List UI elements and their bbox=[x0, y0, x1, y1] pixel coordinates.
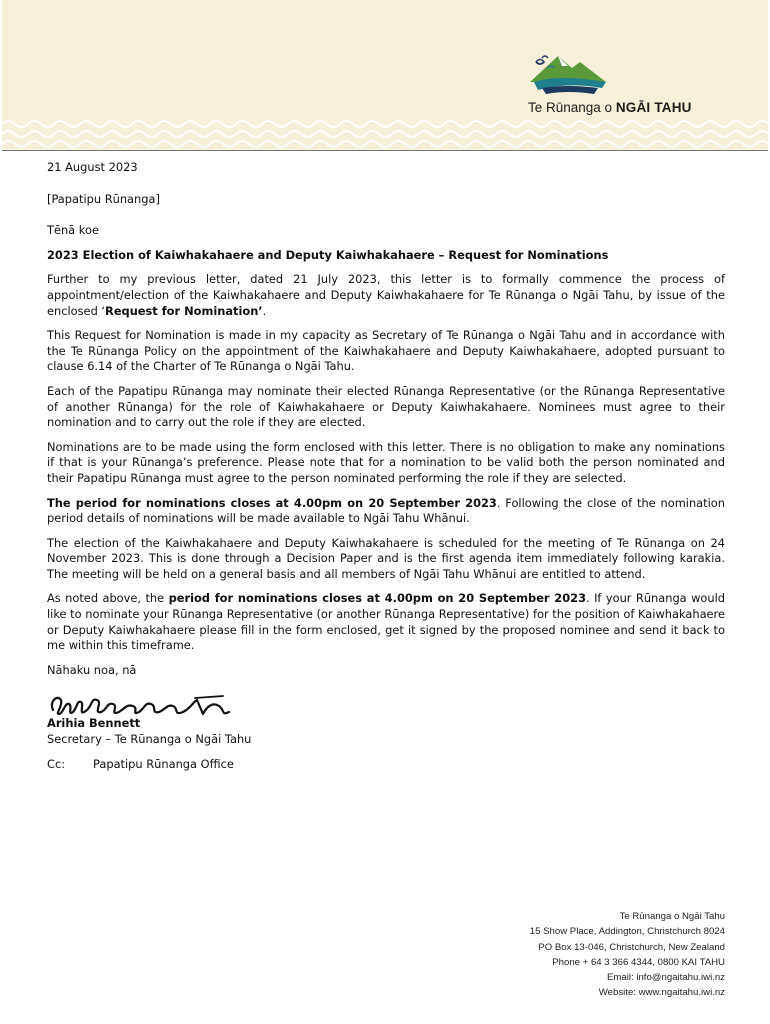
letter-date: 21 August 2023 bbox=[47, 160, 138, 174]
signatory-title: Secretary – Te Rūnanga o Ngāi Tahu bbox=[47, 732, 252, 747]
paragraph-7: As noted above, the period for nominations closes at 4.00pm on 20 September 2023. If your Rūnanga would like to nominate your Rūnanga Representative (or another Rūnanga Representative) for the position of Kaiwhakahaere or Deputy Kaiwhakahaere please fill in the form enclosed, get it signed by the proposed nominee and send it back to me within this timeframe. bbox=[47, 591, 725, 653]
paragraph-3: Each of the Papatipu Rūnanga may nominate their elected Rūnanga Representative (or the Rūnanga Representative of another Rūnanga) for the role of Kaiwhakahaere or Deputy Kaiwhakahaere. Nominees must agree to their nomination and to carry out the role if they are elected. bbox=[47, 383, 725, 430]
cc-value: Papatipu Rūnanga Office bbox=[93, 756, 234, 771]
wave-pattern bbox=[2, 118, 768, 150]
footer-phone: Phone + 64 3 366 4344, 0800 KAI TAHU bbox=[552, 956, 725, 968]
closing: Nāhaku noa, nā bbox=[47, 662, 137, 677]
mountain-icon bbox=[528, 52, 608, 96]
cc-line bbox=[47, 757, 725, 773]
footer-email: Email: info@ngaitahu.iwi.nz bbox=[607, 972, 725, 984]
footer-po-box: PO Box 13-046, Christchurch, New Zealand bbox=[538, 941, 725, 953]
paragraph-2: This Request for Nomination is made in my capacity as Secretary of Te Rūnanga o Ngāi Tahu and in accordance with the Te Rūnanga Policy on the appointment of the Kaiwhakahaere and Deputy Kaiwhakahaere, adopted pursuant to clause 6.14 of the Charter of Te Rūnanga o Ngāi Tahu. bbox=[47, 328, 725, 374]
paragraph-4: Nominations are to be made using the form enclosed with this letter. There is no obligation to make any nominations if that is your Rūnanga’s preference. Please note that for a nomination to be valid both the person nominated and their Papatipu Rūnanga must agree to the person nominated performing the role if they are selected. bbox=[47, 439, 725, 485]
paragraph-6: The election of the Kaiwhakahaere and Deputy Kaiwhakahaere is scheduled for the meeting of Te Rūnanga on 24 November 2023. This is done through a Decision Paper and is the first agenda item immediately following karakia. The meeting will be held on a general basis and all members of Ngāi Tahu Whānui are entitled to attend. bbox=[47, 535, 725, 581]
paragraph-1: Further to my previous letter, dated 21 July 2023, this letter is to formally commence the process of appointment/election of the Kaiwhakahaere and Deputy Kaiwhakahaere for Te Rūnanga o Ngāi Tahu, by issue of the enclosed ‘Request for Nomination’. bbox=[47, 272, 725, 318]
contact-footer bbox=[530, 909, 725, 1001]
logo-wordmark: Te Rūnanga o NGĀI TAHU bbox=[528, 100, 692, 115]
cc-label: Cc: bbox=[47, 756, 66, 771]
ngai-tahu-logo bbox=[526, 52, 726, 122]
letter-body bbox=[47, 160, 725, 772]
footer-website: Website: www.ngaitahu.iwi.nz bbox=[598, 987, 725, 999]
footer-address: 15 Show Place, Addington, Christchurch 8024 bbox=[529, 926, 725, 938]
greeting: Tēnā koe bbox=[47, 223, 99, 238]
signatory-name: Arihia Bennett bbox=[47, 716, 141, 731]
footer-org: Te Rūnanga o Ngāi Tahu bbox=[619, 911, 725, 922]
recipient: [Papatipu Rūnanga] bbox=[47, 191, 160, 206]
paragraph-5: The period for nominations closes at 4.00pm on 20 September 2023. Following the close of the nomination period details of nominations will be made available to Ngāi Tahu Whānui. bbox=[47, 495, 725, 526]
letterhead-banner bbox=[2, 0, 768, 151]
letter-heading: 2023 Election of Kaiwhakahaere and Deputy Kaiwhakahaere – Request for Nominations bbox=[47, 247, 609, 262]
